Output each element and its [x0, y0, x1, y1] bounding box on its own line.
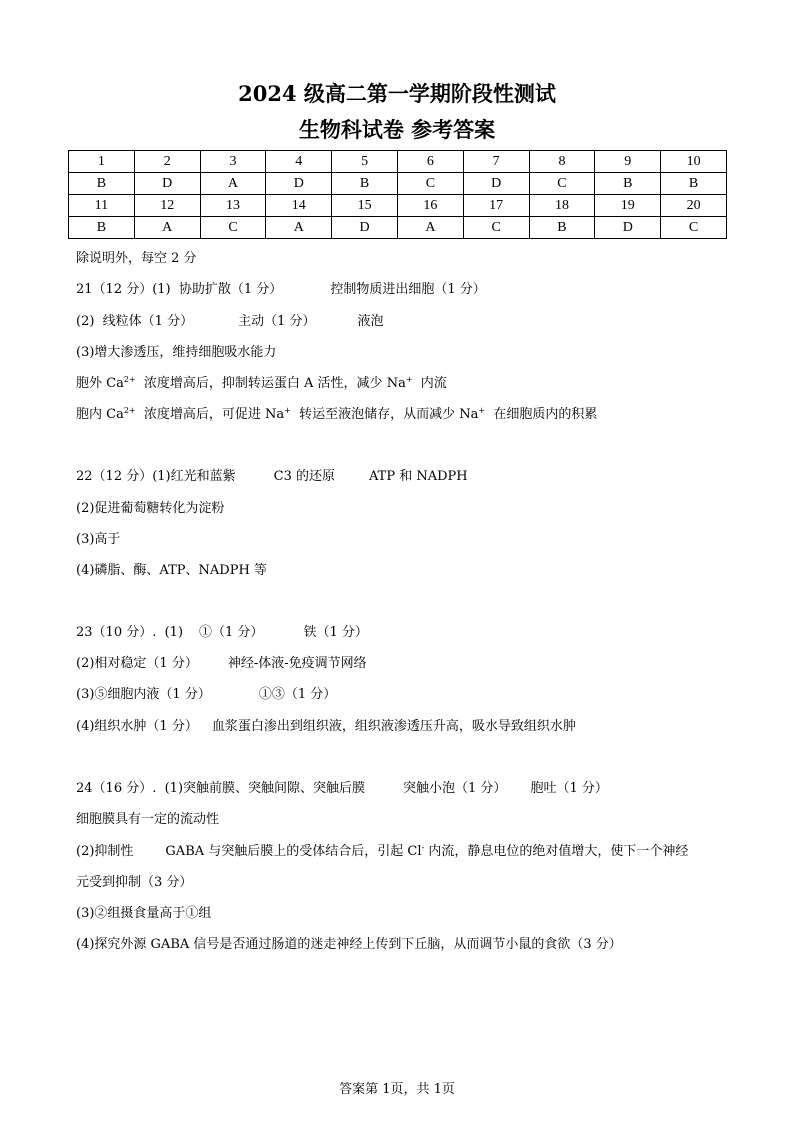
q24-answer-1a: 24（16 分）. (1)突触前膜、突触间隙、突触后膜: [76, 781, 366, 796]
table-cell: 16: [397, 195, 463, 217]
q23-answer-2a: (2)相对稳定（1 分）: [76, 656, 198, 671]
table-cell: C: [200, 217, 266, 239]
table-cell: 2: [134, 151, 200, 173]
q23-answer-2b: 神经-体液-免疫调节网络: [227, 656, 367, 671]
table-cell: 4: [266, 151, 332, 173]
q24-line-2: 细胞膜具有一定的流动性: [76, 812, 220, 827]
q23-answer-1a: 23（10 分）. (1): [76, 625, 184, 640]
table-cell: D: [463, 173, 529, 195]
q24-superscript: -: [421, 843, 425, 852]
answer-table: [68, 150, 727, 239]
q24-answer-3a: (2)抑制性: [76, 844, 134, 859]
table-cell: 17: [463, 195, 529, 217]
q22-line-2: (2)促进葡萄糖转化为淀粉: [76, 501, 225, 516]
q21-text: 胞外 Ca: [76, 376, 124, 391]
q21-text: 在细胞质内的积累: [485, 407, 598, 422]
table-cell: D: [332, 217, 398, 239]
q23-line-4: [76, 720, 576, 733]
table-cell: B: [332, 173, 398, 195]
table-cell: 14: [266, 195, 332, 217]
q23-answer-1c: 铁（1 分）: [303, 625, 368, 640]
table-row: [69, 217, 727, 239]
q21-answer-2b: 主动（1 分）: [238, 314, 316, 329]
table-cell: 1: [69, 151, 135, 173]
q21-text: 浓度增高后，抑制转运蛋白 A 活性，减少 Na: [135, 376, 406, 391]
table-cell: C: [397, 173, 463, 195]
q21-text: 浓度增高后，可促进 Na: [135, 407, 285, 422]
q22-answer-1c: ATP 和 NADPH: [369, 469, 468, 484]
q23-line-3: [76, 688, 336, 701]
table-cell: D: [134, 173, 200, 195]
table-row: [69, 195, 727, 217]
table-cell: 19: [595, 195, 661, 217]
q23-answer-3b: ①③（1 分）: [258, 687, 337, 702]
q23-line-2: [76, 657, 367, 670]
q23-answer-4b: 血浆蛋白渗出到组织液，组织液渗透压升高，吸水导致组织水肿: [211, 719, 576, 734]
table-cell: 7: [463, 151, 529, 173]
q24-line-1: [76, 782, 608, 795]
q21-text: 内流: [412, 376, 447, 391]
table-cell: C: [529, 173, 595, 195]
table-cell: 18: [529, 195, 595, 217]
table-row: [69, 173, 727, 195]
table-cell: B: [69, 217, 135, 239]
table-cell: D: [266, 173, 332, 195]
q21-answer-2c: 液泡: [357, 314, 384, 329]
q22-answer-1b: C3 的还原: [273, 469, 335, 484]
page-subtitle: 生物科试卷 参考答案: [298, 117, 496, 142]
q21-text: 胞内 Ca: [76, 407, 124, 422]
table-cell: 12: [134, 195, 200, 217]
table-cell: 9: [595, 151, 661, 173]
q24-answer-3b: GABA 与突触后膜上的受体结合后，引起 Cl: [165, 844, 422, 859]
q24-line-5: (3)②组摄食量高于①组: [76, 906, 212, 921]
q21-text: 转运至液泡储存，从而减少 Na: [290, 407, 479, 422]
q24-answer-1c: 胞吐（1 分）: [530, 781, 608, 796]
q22-line-1: [76, 470, 468, 483]
table-cell: 8: [529, 151, 595, 173]
q21-line-2: [76, 315, 384, 328]
scoring-note: 除说明外，每空 2 分: [76, 251, 197, 266]
q21-superscript: +: [478, 406, 486, 415]
q21-superscript: +: [284, 406, 291, 415]
q21-answer-1b: 控制物质进出细胞（1 分）: [330, 282, 486, 297]
q23-line-1: [76, 626, 368, 639]
q24-line-6: (4)探究外源 GABA 信号是否通过肠道的迷走神经上传到下丘脑，从而调节小鼠的食欲（3 分）: [76, 937, 622, 952]
q21-line-4: [76, 377, 447, 390]
table-cell: B: [529, 217, 595, 239]
table-cell: B: [661, 173, 727, 195]
table-cell: 13: [200, 195, 266, 217]
q22-line-4: (4)磷脂、酶、ATP、NADPH 等: [76, 563, 267, 578]
table-row: [69, 151, 727, 173]
q23-answer-1b: ①（1 分）: [199, 625, 264, 640]
q22-line-3: (3)高于: [76, 532, 121, 547]
table-cell: A: [134, 217, 200, 239]
q21-superscript: +: [405, 375, 413, 384]
table-cell: A: [200, 173, 266, 195]
table-cell: B: [595, 173, 661, 195]
q21-superscript: 2+: [123, 406, 136, 415]
q24-line-3: [76, 845, 688, 858]
table-cell: C: [661, 217, 727, 239]
page-footer: 答案第 1页，共 1页: [339, 1082, 455, 1097]
q24-line-4: 元受到抑制（3 分）: [76, 875, 193, 890]
table-cell: 10: [661, 151, 727, 173]
page-title: 2024 级高二第一学期阶段性测试: [238, 81, 556, 106]
table-cell: D: [595, 217, 661, 239]
table-cell: C: [463, 217, 529, 239]
q21-superscript: 2+: [123, 375, 136, 384]
table-cell: B: [69, 173, 135, 195]
q21-line-3: (3)增大渗透压，维持细胞吸水能力: [76, 345, 277, 360]
table-cell: 15: [332, 195, 398, 217]
q24-answer-1b: 突触小泡（1 分）: [403, 781, 507, 796]
q23-answer-4a: (4)组织水肿（1 分）: [76, 719, 198, 734]
table-cell: 11: [69, 195, 135, 217]
table-cell: 5: [332, 151, 398, 173]
table-cell: 6: [397, 151, 463, 173]
table-cell: A: [266, 217, 332, 239]
q21-line-5: [76, 408, 597, 421]
q21-line-1: [76, 283, 486, 296]
q21-answer-1a: 21（12 分）(1) 协助扩散（1 分）: [76, 282, 283, 297]
table-cell: 20: [661, 195, 727, 217]
q22-answer-1a: 22（12 分）(1)红光和蓝紫: [76, 469, 236, 484]
table-cell: A: [397, 217, 463, 239]
q24-answer-3c: 内流，静息电位的绝对值增大，使下一个神经: [424, 844, 689, 859]
table-cell: 3: [200, 151, 266, 173]
q21-answer-2a: (2) 线粒体（1 分）: [76, 314, 194, 329]
q23-answer-3a: (3)⑤细胞内液（1 分）: [76, 687, 211, 702]
